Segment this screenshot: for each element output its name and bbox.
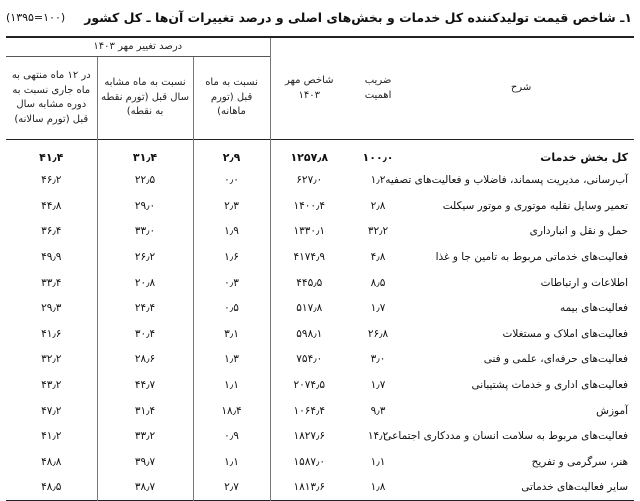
header-annual: در ۱۲ ماه منتهی به ماه جاری نسبت به دوره مشابه سال قبل (تورم سالانه) <box>11 70 91 125</box>
table-row <box>6 193 634 219</box>
cell-index: ۱۵۸۷٫۰ <box>270 449 348 475</box>
cell-weight: ۲٫۸ <box>370 199 386 212</box>
cell-annual: ۴۳٫۲ <box>41 379 62 392</box>
cell-index: ۵۱۷٫۸ <box>270 295 348 321</box>
cell-description: تعمیر وسایل نقلیه موتوری و موتور سیکلت <box>442 199 629 212</box>
cell-yoy: ۲۶٫۲ <box>97 244 193 270</box>
cell-description: هنر، سرگرمی و تفریح <box>531 455 629 468</box>
cell-index: ۲۰۷۴٫۵ <box>270 372 348 398</box>
table-row <box>6 347 634 373</box>
cell-annual: ۳۳٫۴ <box>41 276 62 289</box>
cell-yoy: ۲۲٫۵ <box>97 168 193 194</box>
table-header <box>6 37 634 140</box>
cell-yoy: ۳۱٫۴ <box>97 398 193 424</box>
cell-index: ۴۱۷۴٫۹ <box>270 244 348 270</box>
table-row-total <box>6 140 634 168</box>
cell-description: آموزش <box>596 404 629 417</box>
table-row <box>6 295 634 321</box>
cell-description: فعالیت‌های بیمه <box>559 302 629 315</box>
cell-weight: ۱٫۷ <box>370 302 386 315</box>
cell-description: فعالیت‌های املاک و مستغلات <box>502 327 629 340</box>
cell-monthly: ۱٫۳ <box>193 347 270 373</box>
cell-description: فعالیت‌های مربوط به سلامت انسان و مددکاری اجتماعی <box>383 430 629 443</box>
cell-annual: ۲۹٫۳ <box>41 302 62 315</box>
cell-yoy: ۲۴٫۴ <box>97 295 193 321</box>
cell-monthly: ۲٫۷ <box>193 475 270 501</box>
cell-weight: ۱٫۱ <box>370 455 386 468</box>
ppi-table <box>6 36 634 501</box>
cell-yoy: ۲۰٫۸ <box>97 270 193 296</box>
cell-description: کل بخش خدمات <box>540 151 629 165</box>
cell-monthly: ۰٫۹ <box>193 423 270 449</box>
cell-annual: ۴۱٫۶ <box>41 327 62 340</box>
cell-monthly: ۱٫۱ <box>193 449 270 475</box>
table-title: ۱ـ شاخص قیمت تولیدکننده کل خدمات و بخش‌های اصلی و درصد تغییرات آن‌ها ـ کل کشور <box>84 9 632 25</box>
cell-annual: ۳۲٫۲ <box>41 353 62 366</box>
table-row <box>6 372 634 398</box>
cell-weight: ۳۲٫۲ <box>367 225 389 238</box>
cell-yoy: ۳۰٫۴ <box>97 321 193 347</box>
header-monthly: نسبت به ماه قبل (تورم ماهانه) <box>193 57 270 140</box>
cell-weight: ۴٫۸ <box>370 251 386 264</box>
table-body <box>6 140 634 501</box>
cell-index: ۱۴۰۰٫۴ <box>270 193 348 219</box>
cell-monthly: ۰٫۰ <box>193 168 270 194</box>
cell-monthly: ۱٫۹ <box>193 219 270 245</box>
cell-annual: ۴۶٫۲ <box>41 174 62 187</box>
cell-description: حمل و نقل و انبارداری <box>529 225 629 238</box>
cell-index: ۱۲۵۷٫۸ <box>270 140 348 168</box>
cell-annual: ۴۱٫۲ <box>41 430 62 443</box>
cell-annual: ۴۷٫۲ <box>41 404 62 417</box>
header-yoy: نسبت به ماه مشابه سال قبل (تورم نقطه به نقطه) <box>97 57 193 140</box>
cell-monthly: ۱٫۶ <box>193 244 270 270</box>
cell-monthly: ۲٫۳ <box>193 193 270 219</box>
cell-weight: ۱۰۰٫۰ <box>362 151 394 165</box>
cell-weight: ۱٫۸ <box>370 481 386 494</box>
cell-weight: ۹٫۳ <box>370 404 386 417</box>
header-weight: ضریب اهمیت <box>364 75 392 101</box>
cell-monthly: ۲٫۹ <box>193 140 270 168</box>
cell-annual: ۴۸٫۸ <box>41 455 62 468</box>
cell-index: ۷۵۴٫۰ <box>270 347 348 373</box>
cell-annual: ۳۶٫۴ <box>41 225 62 238</box>
table-row <box>6 449 634 475</box>
header-change-group: درصد تغییر مهر ۱۴۰۳ <box>6 37 270 57</box>
cell-index: ۵۹۸٫۱ <box>270 321 348 347</box>
cell-weight: ۱٫۷ <box>370 379 386 392</box>
cell-weight: ۸٫۵ <box>370 276 386 289</box>
cell-yoy: ۳۳٫۰ <box>97 219 193 245</box>
cell-yoy: ۳۳٫۲ <box>97 423 193 449</box>
cell-annual: ۴۸٫۵ <box>41 481 62 494</box>
table-row <box>6 244 634 270</box>
cell-index: ۱۳۳۰٫۱ <box>270 219 348 245</box>
cell-yoy: ۴۴٫۷ <box>97 372 193 398</box>
cell-index: ۶۲۷٫۰ <box>270 168 348 194</box>
base-year-note: (۱۳۹۵=۱۰۰) <box>6 10 66 24</box>
cell-index: ۱۸۱۳٫۶ <box>270 475 348 501</box>
cell-annual: ۴۱٫۴ <box>39 151 64 165</box>
cell-yoy: ۳۸٫۷ <box>97 475 193 501</box>
cell-weight: ۱٫۲ <box>370 174 386 187</box>
cell-annual: ۴۹٫۹ <box>41 251 62 264</box>
table-row <box>6 168 634 194</box>
cell-yoy: ۳۱٫۴ <box>97 140 193 168</box>
cell-monthly: ۰٫۵ <box>193 295 270 321</box>
table-row <box>6 423 634 449</box>
table-row <box>6 219 634 245</box>
cell-index: ۱۰۶۴٫۴ <box>270 398 348 424</box>
table-row <box>6 321 634 347</box>
cell-annual: ۴۴٫۸ <box>41 199 62 212</box>
header-index: شاخص مهر ۱۴۰۳ <box>270 37 348 140</box>
table-row <box>6 398 634 424</box>
cell-weight: ۲۶٫۸ <box>367 327 389 340</box>
cell-description: فعالیت‌های حرفه‌ای، علمی و فنی <box>483 353 629 366</box>
cell-monthly: ۰٫۳ <box>193 270 270 296</box>
cell-yoy: ۳۹٫۷ <box>97 449 193 475</box>
cell-weight: ۳٫۰ <box>370 353 386 366</box>
cell-weight: ۱۴٫۲ <box>367 430 389 443</box>
table-row <box>6 475 634 501</box>
cell-description: سایر فعالیت‌های خدماتی <box>521 481 629 494</box>
cell-description: فعالیت‌های خدماتی مربوط به تامین جا و غذا <box>435 251 629 264</box>
title-row <box>6 6 632 28</box>
cell-description: اطلاعات و ارتباطات <box>540 276 629 289</box>
cell-monthly: ۳٫۱ <box>193 321 270 347</box>
cell-yoy: ۲۹٫۰ <box>97 193 193 219</box>
cell-monthly: ۱۸٫۴ <box>193 398 270 424</box>
header-description: شرح <box>510 82 532 94</box>
cell-description: آب‌رسانی، مدیریت پسماند، فاضلاب و فعالیت‌های تصفیه <box>385 174 629 187</box>
cell-yoy: ۲۸٫۶ <box>97 347 193 373</box>
cell-index: ۴۴۵٫۵ <box>270 270 348 296</box>
cell-monthly: ۱٫۱ <box>193 372 270 398</box>
cell-description: فعالیت‌های اداری و خدمات پشتیبانی <box>471 379 629 392</box>
cell-index: ۱۸۲۷٫۶ <box>270 423 348 449</box>
table-row <box>6 270 634 296</box>
